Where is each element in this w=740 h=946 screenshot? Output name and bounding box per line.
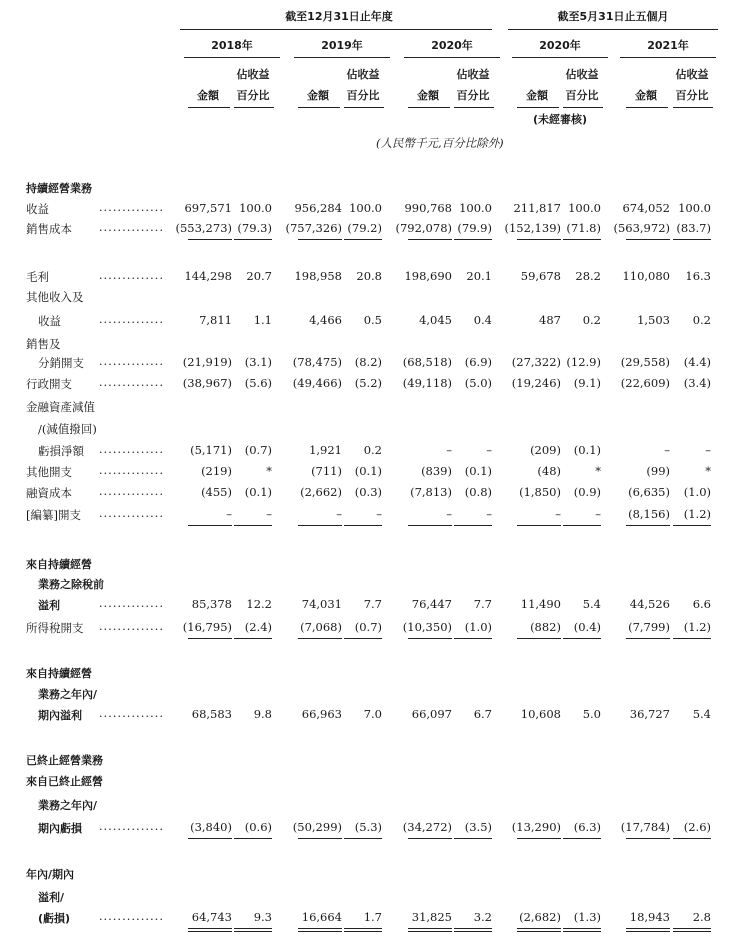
subtotal-rule (563, 638, 601, 639)
cell-percent: 0.2 (692, 313, 711, 327)
cell-percent: (2.6) (683, 820, 711, 834)
row-leader-dots: .............. (98, 506, 164, 520)
cell-percent: 28.2 (575, 269, 601, 283)
cell-amount: (7,068) (300, 620, 342, 634)
cell-percent: 9.8 (253, 707, 272, 721)
row-label: [編纂]開支 (26, 508, 81, 522)
cell-percent: 9.3 (253, 910, 272, 924)
header-pct-rule (344, 107, 384, 108)
cell-percent: – (486, 507, 492, 521)
subtotal-rule (408, 638, 452, 639)
cell-percent: 0.2 (363, 443, 382, 457)
row-leader-dots: .............. (98, 200, 164, 214)
cell-percent: – (486, 443, 492, 457)
cell-amount: (5,171) (190, 443, 232, 457)
row-leader-dots: .............. (98, 312, 164, 326)
cell-percent: (0.6) (244, 820, 272, 834)
cell-amount: – (336, 507, 342, 521)
cell-percent: 1.1 (253, 313, 272, 327)
cell-amount: 66,097 (411, 707, 452, 721)
subtotal-rule (408, 525, 452, 526)
cell-amount: (2,682) (519, 910, 561, 924)
total-double-rule (626, 928, 670, 932)
cell-percent: (12.9) (566, 355, 601, 369)
cell-amount: 18,943 (629, 910, 670, 924)
cell-percent: 5.0 (582, 707, 601, 721)
row-label: 業務之除稅前 (38, 578, 104, 591)
cell-percent: 100.0 (349, 201, 382, 215)
header-group-5m: 截至5月31日止五個月 (557, 10, 669, 23)
total-double-rule (408, 928, 452, 932)
cell-amount: (563,972) (613, 221, 670, 235)
header-year: 2018年 (211, 39, 253, 52)
row-label: 所得稅開支 (26, 621, 84, 635)
units-note: (人民幣千元,百分比除外) (376, 136, 504, 150)
cell-amount: 59,678 (520, 269, 561, 283)
cell-percent: (6.9) (464, 355, 492, 369)
row-label: 持續經營業務 (26, 182, 92, 195)
cell-amount: (22,609) (620, 376, 670, 390)
row-label: 虧損淨額 (38, 444, 84, 458)
cell-percent: (5.0) (464, 376, 492, 390)
cell-amount: (21,919) (182, 355, 232, 369)
row-label: 業務之年內/ (38, 799, 98, 812)
total-double-rule (234, 928, 272, 932)
cell-amount: (757,326) (285, 221, 342, 235)
cell-percent: (1.0) (683, 485, 711, 499)
header-year: 2020年 (539, 39, 581, 52)
cell-amount: – (555, 507, 561, 521)
cell-amount: (49,466) (292, 376, 342, 390)
cell-amount: – (226, 507, 232, 521)
cell-amount: 85,378 (191, 597, 232, 611)
cell-amount: 16,664 (301, 910, 342, 924)
subtotal-rule (454, 638, 492, 639)
cell-amount: (19,246) (511, 376, 561, 390)
cell-amount: 36,727 (629, 707, 670, 721)
cell-percent: 5.4 (692, 707, 711, 721)
cell-amount: (8,156) (628, 507, 670, 521)
cell-amount: 990,768 (404, 201, 452, 215)
cell-percent: – (705, 443, 711, 457)
cell-percent: (0.1) (573, 443, 601, 457)
row-label: 其他開支 (26, 465, 72, 479)
cell-amount: (99) (646, 464, 670, 478)
row-leader-dots: .............. (98, 819, 164, 833)
cell-amount: 4,466 (309, 313, 342, 327)
header-pct-line1: 佔收益 (236, 68, 270, 81)
cell-amount: (27,322) (511, 355, 561, 369)
row-label: 行政開支 (26, 377, 72, 391)
subtotal-rule (626, 525, 670, 526)
cell-percent: (0.1) (464, 464, 492, 478)
cell-percent: * (595, 464, 601, 478)
cell-percent: (79.9) (457, 221, 492, 235)
header-amount-rule (408, 107, 450, 108)
subtotal-rule (454, 838, 492, 839)
subtotal-rule (517, 525, 561, 526)
header-pct-line1: 佔收益 (346, 68, 380, 81)
row-label: (虧損) (38, 912, 71, 925)
subtotal-rule (344, 239, 382, 240)
cell-amount: (152,139) (504, 221, 561, 235)
header-pct-rule (673, 107, 713, 108)
total-double-rule (673, 928, 711, 932)
row-leader-dots: .............. (98, 375, 164, 389)
row-label: 期內虧損 (38, 822, 82, 835)
subtotal-rule (298, 525, 342, 526)
cell-amount: 10,608 (520, 707, 561, 721)
cell-percent: (2.4) (244, 620, 272, 634)
cell-percent: (83.7) (676, 221, 711, 235)
cell-amount: (1,850) (519, 485, 561, 499)
header-amount: 金額 (526, 89, 548, 102)
row-label: 收益 (38, 314, 61, 328)
cell-amount: 198,958 (294, 269, 342, 283)
row-label: /(減值撥回) (38, 422, 97, 436)
row-label: 收益 (26, 202, 49, 216)
cell-amount: (7,813) (410, 485, 452, 499)
row-leader-dots: .............. (98, 706, 164, 720)
header-amount-rule (626, 107, 668, 108)
total-double-rule (517, 928, 561, 932)
subtotal-rule (673, 239, 711, 240)
cell-percent: (4.4) (683, 355, 711, 369)
cell-amount: 1,503 (637, 313, 670, 327)
cell-amount: (219) (201, 464, 232, 478)
cell-amount: 697,571 (184, 201, 232, 215)
row-leader-dots: .............. (98, 442, 164, 456)
cell-percent: (0.8) (464, 485, 492, 499)
cell-percent: (0.7) (244, 443, 272, 457)
subtotal-rule (344, 638, 382, 639)
subtotal-rule (188, 838, 232, 839)
subtotal-rule (454, 239, 492, 240)
header-year: 2019年 (321, 39, 363, 52)
cell-percent: 0.5 (363, 313, 382, 327)
header-year-rule (294, 57, 390, 58)
cell-percent: 6.7 (473, 707, 492, 721)
cell-amount: (2,662) (300, 485, 342, 499)
cell-amount: (49,118) (402, 376, 452, 390)
header-amount-rule (188, 107, 230, 108)
cell-percent: 100.0 (568, 201, 601, 215)
cell-percent: (5.2) (354, 376, 382, 390)
row-leader-dots: .............. (98, 596, 164, 610)
subtotal-rule (408, 838, 452, 839)
cell-amount: (13,290) (511, 820, 561, 834)
subtotal-rule (517, 838, 561, 839)
subtotal-rule (298, 838, 342, 839)
cell-percent: 0.2 (582, 313, 601, 327)
subtotal-rule (626, 838, 670, 839)
cell-percent: – (266, 507, 272, 521)
cell-percent: 3.2 (473, 910, 492, 924)
cell-percent: (0.3) (354, 485, 382, 499)
subtotal-rule (298, 239, 342, 240)
cell-percent: (8.2) (354, 355, 382, 369)
cell-amount: – (446, 507, 452, 521)
cell-percent: (0.9) (573, 485, 601, 499)
row-label: 年內/期內 (26, 868, 75, 881)
subtotal-rule (563, 525, 601, 526)
cell-percent: (1.2) (683, 507, 711, 521)
cell-amount: 11,490 (520, 597, 561, 611)
header-year: 2020年 (431, 39, 473, 52)
cell-percent: – (595, 507, 601, 521)
cell-percent: (0.4) (573, 620, 601, 634)
cell-amount: (78,475) (292, 355, 342, 369)
cell-percent: (79.3) (237, 221, 272, 235)
cell-amount: (839) (421, 464, 452, 478)
total-double-rule (454, 928, 492, 932)
row-label: 銷售成本 (26, 222, 72, 236)
header-group-fy-rule (180, 29, 492, 30)
row-label: 溢利 (38, 599, 60, 612)
total-double-rule (188, 928, 232, 932)
row-label: 其他收入及 (26, 290, 84, 304)
cell-percent: * (266, 464, 272, 478)
header-pct-rule (454, 107, 494, 108)
cell-percent: 2.8 (692, 910, 711, 924)
cell-amount: 487 (539, 313, 561, 327)
subtotal-rule (234, 838, 272, 839)
header-pct-line2: 百分比 (346, 89, 380, 102)
header-amount: 金額 (307, 89, 329, 102)
cell-percent: (1.3) (573, 910, 601, 924)
row-leader-dots: .............. (98, 484, 164, 498)
cell-percent: (6.3) (573, 820, 601, 834)
cell-percent: (3.1) (244, 355, 272, 369)
subtotal-rule (563, 838, 601, 839)
cell-percent: 1.7 (363, 910, 382, 924)
cell-percent: (3.5) (464, 820, 492, 834)
header-year-rule (404, 57, 500, 58)
row-label: 期內溢利 (38, 709, 82, 722)
cell-percent: 7.7 (363, 597, 382, 611)
subtotal-rule (234, 525, 272, 526)
row-label: 融資成本 (26, 486, 72, 500)
cell-amount: (6,635) (628, 485, 670, 499)
cell-amount: (553,273) (175, 221, 232, 235)
header-pct-line2: 百分比 (565, 89, 599, 102)
cell-amount: 674,052 (622, 201, 670, 215)
subtotal-rule (234, 638, 272, 639)
row-label: 毛利 (26, 270, 49, 284)
cell-percent: – (376, 507, 382, 521)
cell-percent: 100.0 (678, 201, 711, 215)
cell-amount: (48) (537, 464, 561, 478)
cell-amount: – (664, 443, 670, 457)
cell-amount: 31,825 (411, 910, 452, 924)
cell-amount: (38,967) (182, 376, 232, 390)
cell-percent: 100.0 (239, 201, 272, 215)
header-year: 2021年 (647, 39, 689, 52)
row-label: 來自已終止經營 (26, 775, 103, 788)
cell-percent: * (705, 464, 711, 478)
header-amount-rule (517, 107, 559, 108)
cell-percent: (71.8) (566, 221, 601, 235)
header-pct-rule (234, 107, 274, 108)
subtotal-rule (517, 239, 561, 240)
cell-amount: (455) (201, 485, 232, 499)
subtotal-rule (626, 638, 670, 639)
header-pct-line2: 百分比 (456, 89, 490, 102)
subtotal-rule (188, 239, 232, 240)
cell-amount: (209) (530, 443, 561, 457)
cell-amount: (3,840) (190, 820, 232, 834)
cell-amount: 66,963 (301, 707, 342, 721)
total-double-rule (298, 928, 342, 932)
cell-amount: 211,817 (513, 201, 561, 215)
header-year-rule (512, 57, 608, 58)
cell-amount: 956,284 (294, 201, 342, 215)
row-leader-dots: .............. (98, 268, 164, 282)
subtotal-rule (454, 525, 492, 526)
total-double-rule (563, 928, 601, 932)
cell-amount: 68,583 (191, 707, 232, 721)
cell-percent: 20.7 (246, 269, 272, 283)
cell-amount: 1,921 (309, 443, 342, 457)
cell-percent: 7.0 (363, 707, 382, 721)
row-label: 分銷開支 (38, 356, 84, 370)
cell-percent: 16.3 (685, 269, 711, 283)
cell-percent: 0.4 (473, 313, 492, 327)
cell-amount: (711) (311, 464, 342, 478)
header-group-fy: 截至12月31日止年度 (285, 10, 393, 23)
row-leader-dots: .............. (98, 354, 164, 368)
cell-percent: (0.1) (354, 464, 382, 478)
subtotal-rule (563, 239, 601, 240)
cell-amount: 44,526 (629, 597, 670, 611)
row-label: 業務之年內/ (38, 688, 98, 701)
cell-percent: (0.1) (244, 485, 272, 499)
subtotal-rule (344, 525, 382, 526)
row-label: 已終止經營業務 (26, 754, 103, 767)
subtotal-rule (673, 638, 711, 639)
header-amount: 金額 (417, 89, 439, 102)
header-year-rule (184, 57, 280, 58)
cell-amount: 64,743 (191, 910, 232, 924)
cell-amount: 76,447 (411, 597, 452, 611)
subtotal-rule (673, 525, 711, 526)
cell-percent: (1.2) (683, 620, 711, 634)
cell-amount: (792,078) (395, 221, 452, 235)
row-label: 來自持續經營 (26, 667, 92, 680)
cell-percent: (3.4) (683, 376, 711, 390)
subtotal-rule (517, 638, 561, 639)
cell-amount: (882) (530, 620, 561, 634)
cell-percent: (0.7) (354, 620, 382, 634)
row-leader-dots: .............. (98, 619, 164, 633)
cell-percent: (5.6) (244, 376, 272, 390)
cell-amount: 110,080 (622, 269, 670, 283)
subtotal-rule (408, 239, 452, 240)
header-amount: 金額 (635, 89, 657, 102)
cell-amount: (7,799) (628, 620, 670, 634)
row-leader-dots: .............. (98, 909, 164, 923)
header-pct-line1: 佔收益 (565, 68, 599, 81)
cell-amount: 7,811 (199, 313, 232, 327)
subtotal-rule (234, 239, 272, 240)
subtotal-rule (298, 638, 342, 639)
header-pct-line2: 百分比 (675, 89, 709, 102)
header-pct-line2: 百分比 (236, 89, 270, 102)
cell-amount: 74,031 (301, 597, 342, 611)
header-amount: 金額 (197, 89, 219, 102)
cell-amount: (34,272) (402, 820, 452, 834)
header-amount-rule (298, 107, 340, 108)
subtotal-rule (673, 838, 711, 839)
cell-percent: 7.7 (473, 597, 492, 611)
row-label: 來自持續經營 (26, 558, 92, 571)
row-leader-dots: .............. (98, 463, 164, 477)
cell-percent: 6.6 (692, 597, 711, 611)
header-pct-line1: 佔收益 (456, 68, 490, 81)
cell-amount: (16,795) (182, 620, 232, 634)
header-pct-line1: 佔收益 (675, 68, 709, 81)
cell-percent: 20.8 (356, 269, 382, 283)
cell-amount: – (446, 443, 452, 457)
cell-amount: (10,350) (402, 620, 452, 634)
cell-amount: 144,298 (184, 269, 232, 283)
cell-amount: (50,299) (292, 820, 342, 834)
header-group-5m-rule (508, 29, 718, 30)
cell-percent: 5.4 (582, 597, 601, 611)
row-leader-dots: .............. (98, 220, 164, 234)
header-year-rule (620, 57, 716, 58)
cell-percent: (1.0) (464, 620, 492, 634)
cell-percent: (5.3) (354, 820, 382, 834)
subtotal-rule (344, 838, 382, 839)
row-label: 金融資產減值 (26, 400, 95, 414)
cell-percent: (9.1) (573, 376, 601, 390)
header-pct-rule (563, 107, 603, 108)
cell-percent: (79.2) (347, 221, 382, 235)
row-label: 銷售及 (26, 337, 61, 351)
total-double-rule (344, 928, 382, 932)
subtotal-rule (188, 525, 232, 526)
cell-percent: 12.2 (246, 597, 272, 611)
cell-amount: (68,518) (402, 355, 452, 369)
cell-amount: 4,045 (419, 313, 452, 327)
row-label: 溢利/ (38, 891, 65, 904)
cell-amount: (17,784) (620, 820, 670, 834)
cell-percent: 100.0 (459, 201, 492, 215)
header-unaudited: (未經審核) (532, 113, 588, 126)
subtotal-rule (626, 239, 670, 240)
subtotal-rule (188, 638, 232, 639)
cell-percent: 20.1 (466, 269, 492, 283)
cell-amount: 198,690 (404, 269, 452, 283)
cell-amount: (29,558) (620, 355, 670, 369)
